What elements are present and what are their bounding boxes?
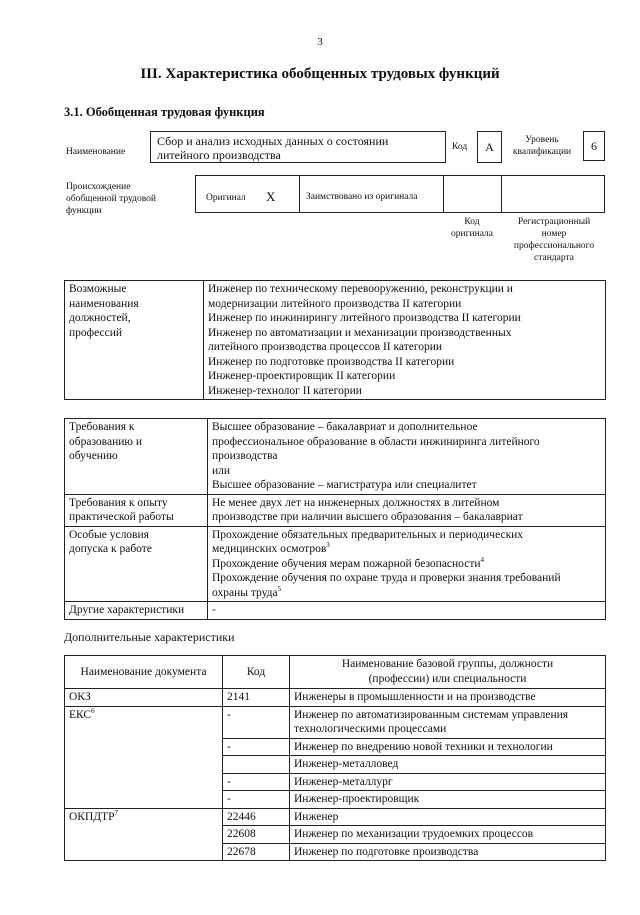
okpdtr-name: Инженер по механизации трудоемких процессов bbox=[290, 826, 606, 844]
positions-list-cell bbox=[204, 281, 606, 400]
origin-label-2: обобщенной трудовой bbox=[66, 194, 156, 204]
special-value-cell bbox=[208, 526, 606, 602]
special-line-text: охраны труда bbox=[212, 586, 278, 599]
eks-code bbox=[223, 756, 290, 774]
gtf-level-label bbox=[506, 134, 578, 158]
exp-line: производстве при наличии высшего образования – бакалавриат bbox=[212, 511, 523, 523]
okpdtr-code: 22678 bbox=[223, 843, 290, 861]
positions-label-2: наименования bbox=[69, 297, 139, 310]
eks-name: Инженер по внедрению новой техники и технологии bbox=[290, 738, 606, 756]
exp-label-cell bbox=[65, 494, 208, 526]
positions-label-1: Возможные bbox=[69, 283, 127, 295]
edu-line: профессиональное образование в области инжиниринга литейного bbox=[212, 435, 540, 448]
special-line bbox=[212, 586, 601, 601]
header-name-2: (профессии) или специальности bbox=[368, 672, 527, 685]
gtf-level-label-1: Уровень bbox=[525, 135, 559, 145]
okpdtr-name: Инженер по подготовке производства bbox=[290, 843, 606, 861]
gtf-name-label: Наименование bbox=[66, 147, 126, 157]
positions-line: Инженер по подготовке производства II категории bbox=[208, 355, 455, 368]
eks-code: - bbox=[223, 738, 290, 756]
edu-line: Высшее образование – магистратура или специалитет bbox=[212, 479, 477, 491]
gtf-code-label: Код bbox=[452, 142, 468, 152]
special-label-2: допуска к работе bbox=[69, 543, 152, 555]
okpdtr-code: 22446 bbox=[223, 808, 290, 826]
exp-value-cell bbox=[208, 494, 606, 526]
special-line: Прохождение обязательных предварительных и периодических bbox=[212, 528, 524, 541]
positions-line: литейного производства процессов II категории bbox=[208, 341, 443, 353]
exp-label-1: Требования к опыту bbox=[69, 496, 168, 509]
positions-line: модернизации литейного производства II категории bbox=[208, 297, 462, 310]
eks-name bbox=[290, 706, 606, 738]
special-line-text: медицинских осмотров bbox=[212, 543, 327, 555]
eks-name: Инженер-проектировщик bbox=[290, 791, 606, 809]
eks-label: ЕКС bbox=[69, 708, 92, 721]
footnote-ref: 7 bbox=[114, 808, 119, 817]
special-line bbox=[212, 542, 601, 557]
origin-divider-1 bbox=[299, 176, 300, 212]
okz-code: 2141 bbox=[223, 689, 290, 707]
footnote-ref: 3 bbox=[326, 541, 330, 550]
origin-label-1: Происхождение bbox=[66, 182, 131, 192]
gtf-level-label-2: квалификации bbox=[512, 147, 572, 157]
eks-name: Инженер-металловед bbox=[290, 756, 606, 774]
footnote-ref: 4 bbox=[480, 555, 485, 564]
special-line bbox=[212, 557, 601, 572]
positions-line: Инженер по техническому перевооружению, реконструкции и bbox=[208, 283, 513, 295]
section-title: III. Характеристика обобщенных трудовых функций bbox=[140, 66, 500, 82]
gtf-name-box bbox=[150, 131, 446, 163]
edu-label-2: образованию и bbox=[69, 435, 142, 448]
positions-line: Инженер по инжинирингу литейного производства II категории bbox=[208, 312, 521, 324]
subsection-title: 3.1. Обобщенная трудовая функция bbox=[64, 105, 265, 119]
origin-reg-caption-3: профессионального bbox=[513, 241, 595, 251]
positions-line: Инженер по автоматизации и механизации производственных bbox=[208, 326, 512, 339]
positions-line: Инженер-проектировщик II категории bbox=[208, 370, 396, 382]
footnote-ref: 5 bbox=[277, 584, 282, 593]
special-label-cell bbox=[65, 526, 208, 602]
okz-name: Инженеры в промышленности и на производстве bbox=[290, 689, 606, 707]
okpdtr-code: 22608 bbox=[223, 826, 290, 844]
okz-label: ОКЗ bbox=[65, 689, 223, 707]
origin-box bbox=[195, 175, 605, 213]
eks-label-cell bbox=[65, 706, 223, 808]
origin-label-3: функции bbox=[66, 206, 102, 216]
gtf-code-value: А bbox=[477, 131, 502, 163]
origin-label bbox=[66, 181, 156, 217]
positions-label-cell bbox=[65, 281, 204, 400]
origin-original-mark: X bbox=[266, 189, 276, 204]
footnote-ref: 6 bbox=[91, 706, 95, 715]
special-line-text: Прохождение обучения мерам пожарной безопасности bbox=[212, 557, 481, 570]
edu-line: Высшее образование – бакалавриат и дополнительное bbox=[212, 421, 478, 433]
origin-divider-3 bbox=[501, 176, 502, 212]
edu-line: производства bbox=[212, 450, 278, 462]
header-code: Код bbox=[223, 656, 290, 689]
origin-borrowed-label: Заимствовано из оригинала bbox=[306, 192, 418, 202]
origin-code-caption bbox=[440, 216, 504, 240]
origin-reg-caption-2: номер bbox=[541, 229, 567, 239]
edu-label-1: Требования к bbox=[69, 421, 135, 433]
eks-code: - bbox=[223, 791, 290, 809]
requirements-table bbox=[64, 418, 606, 620]
edu-line: или bbox=[212, 464, 231, 477]
header-name bbox=[290, 656, 606, 689]
special-line: Прохождение обучения по охране труда и проверки знания требований bbox=[212, 572, 561, 584]
edu-label-cell bbox=[65, 419, 208, 495]
header-doc: Наименование документа bbox=[65, 656, 223, 689]
okpdtr-label: ОКПДТР bbox=[69, 810, 115, 823]
eks-name: Инженер-металлург bbox=[290, 773, 606, 791]
other-label-cell: Другие характеристики bbox=[65, 602, 208, 620]
positions-label-3: должностей, bbox=[69, 312, 131, 324]
other-value-cell: - bbox=[208, 602, 606, 620]
origin-code-caption-1: Код bbox=[464, 217, 480, 227]
additional-title: Дополнительные характеристики bbox=[64, 630, 235, 644]
additional-table bbox=[64, 655, 606, 861]
positions-table bbox=[64, 280, 606, 400]
eks-code: - bbox=[223, 706, 290, 738]
positions-line: Инженер-технолог II категории bbox=[208, 384, 362, 397]
origin-reg-caption bbox=[502, 216, 606, 264]
okpdtr-label-cell bbox=[65, 808, 223, 861]
edu-value-cell bbox=[208, 419, 606, 495]
page-number: 3 bbox=[317, 36, 323, 48]
origin-divider-2 bbox=[443, 176, 444, 212]
gtf-name-line-1: Сбор и анализ исходных данных о состоянии bbox=[157, 134, 389, 148]
origin-reg-caption-4: стандарта bbox=[534, 253, 574, 263]
eks-code: - bbox=[223, 773, 290, 791]
gtf-level-value: 6 bbox=[583, 131, 605, 161]
header-name-1: Наименование базовой группы, должности bbox=[341, 658, 554, 670]
special-label-1: Особые условия bbox=[69, 528, 149, 541]
origin-code-caption-2: оригинала bbox=[451, 229, 493, 239]
exp-label-2: практической работы bbox=[69, 511, 174, 523]
eks-name-line: технологическими процессами bbox=[294, 723, 447, 735]
eks-name-line: Инженер по автоматизированным системам управления bbox=[294, 708, 569, 721]
gtf-name-line-2: литейного производства bbox=[157, 148, 281, 162]
okpdtr-name: Инженер bbox=[290, 808, 606, 826]
origin-reg-caption-1: Регистрационный bbox=[517, 217, 591, 227]
exp-line: Не менее двух лет на инженерных должностях в литейном bbox=[212, 496, 500, 509]
edu-label-3: обучению bbox=[69, 450, 118, 462]
origin-original-label: Оригинал bbox=[206, 193, 246, 203]
positions-label-4: профессий bbox=[69, 326, 123, 339]
